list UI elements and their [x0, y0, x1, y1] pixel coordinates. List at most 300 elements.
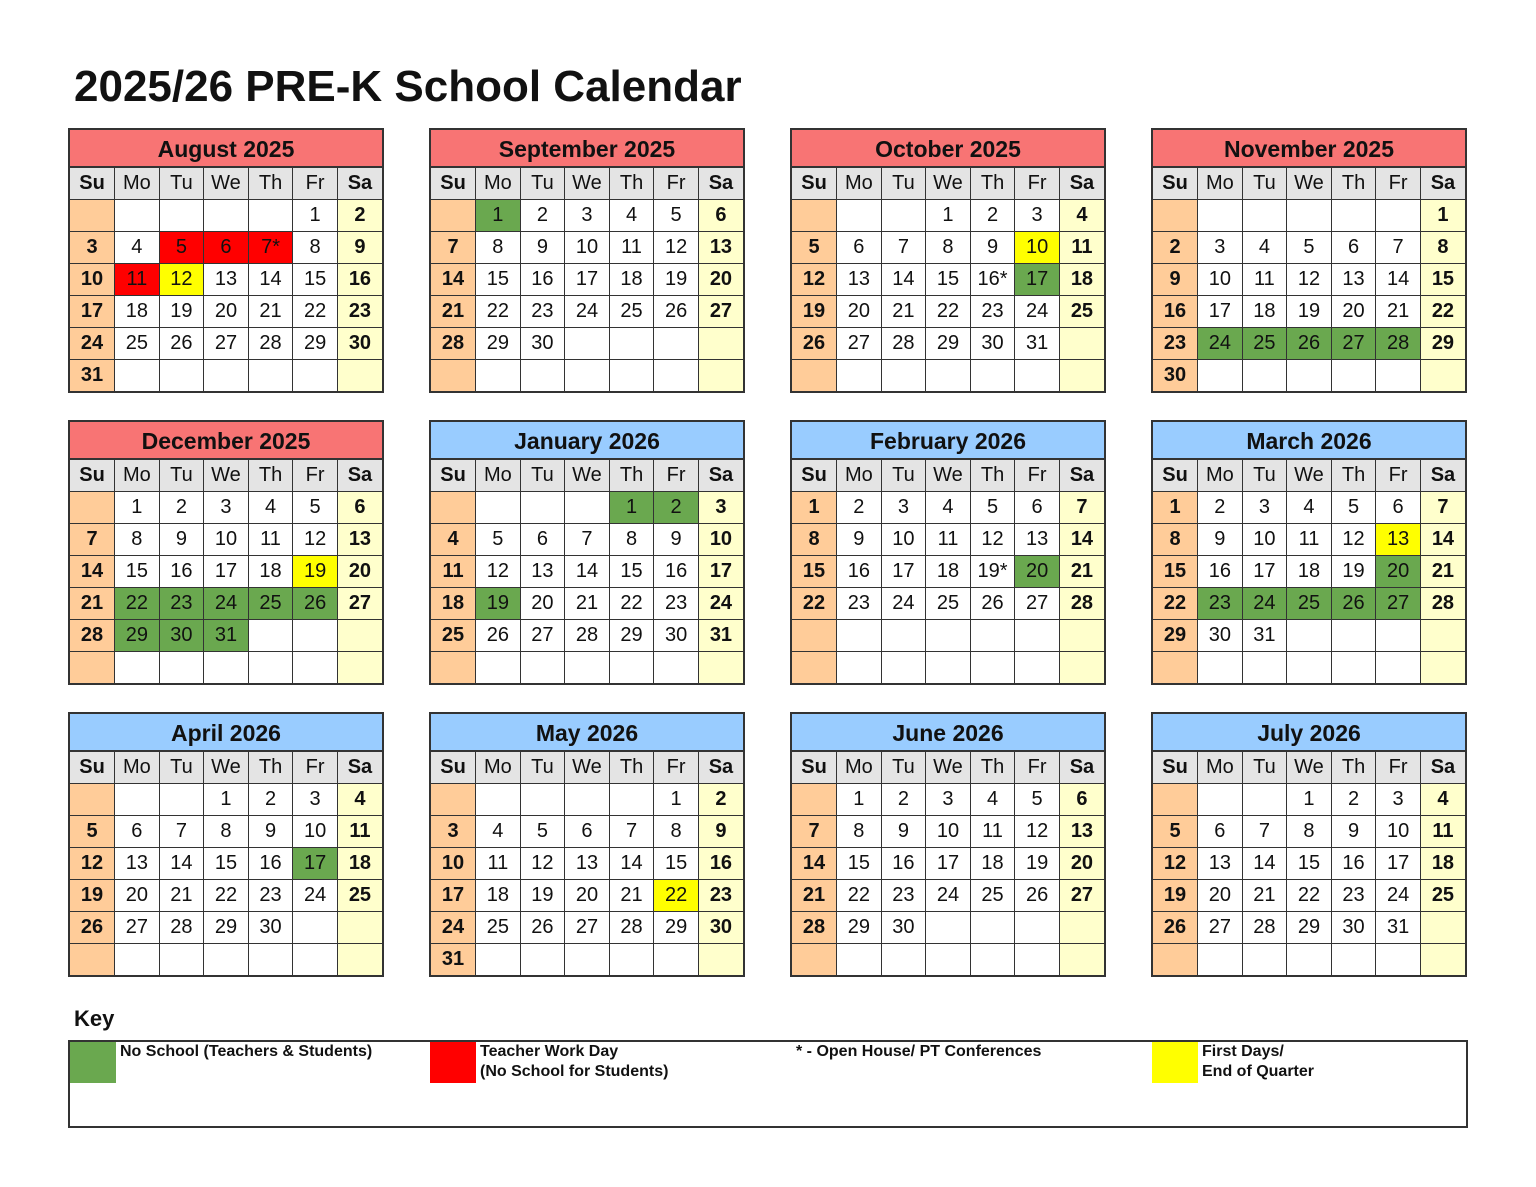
empty-cell [1198, 784, 1243, 816]
empty-cell [1420, 652, 1465, 684]
day-cell: 28 [159, 912, 204, 944]
day-header: Th [248, 752, 293, 784]
day-cell: 30 [654, 620, 699, 652]
day-cell: 7* [248, 232, 293, 264]
day-header: Fr [1376, 752, 1421, 784]
day-header: Fr [1015, 168, 1060, 200]
empty-cell [565, 784, 610, 816]
day-cell: 23 [837, 588, 882, 620]
empty-cell [476, 944, 521, 976]
day-cell: 9 [654, 524, 699, 556]
empty-cell [70, 492, 115, 524]
empty-cell [1376, 944, 1421, 976]
day-cell: 30 [970, 328, 1015, 360]
day-cell: 12 [520, 848, 565, 880]
empty-cell [159, 200, 204, 232]
day-header: Su [70, 168, 115, 200]
empty-cell [337, 652, 382, 684]
empty-cell [115, 200, 160, 232]
day-cell: 24 [565, 296, 610, 328]
day-cell: 9 [1331, 816, 1376, 848]
empty-cell [248, 652, 293, 684]
empty-cell [337, 944, 382, 976]
day-header: Tu [520, 168, 565, 200]
day-cell: 8 [837, 816, 882, 848]
day-cell: 16* [970, 264, 1015, 296]
empty-cell [1420, 620, 1465, 652]
day-cell: 24 [926, 880, 971, 912]
day-cell: 2 [520, 200, 565, 232]
day-cell: 6 [698, 200, 743, 232]
empty-cell [1059, 360, 1104, 392]
day-cell: 20 [204, 296, 249, 328]
day-cell: 29 [115, 620, 160, 652]
day-cell: 21 [1420, 556, 1465, 588]
day-cell: 7 [792, 816, 837, 848]
day-header: Th [970, 752, 1015, 784]
day-cell: 20 [1198, 880, 1243, 912]
day-cell: 16 [1331, 848, 1376, 880]
day-cell: 8 [1420, 232, 1465, 264]
day-header: Fr [1376, 460, 1421, 492]
day-cell: 3 [204, 492, 249, 524]
day-cell: 17 [565, 264, 610, 296]
empty-cell [970, 912, 1015, 944]
day-cell: 25 [115, 328, 160, 360]
key-item [1152, 1042, 1314, 1083]
day-cell: 23 [1331, 880, 1376, 912]
empty-cell [1376, 652, 1421, 684]
empty-cell [115, 652, 160, 684]
day-cell: 18 [1242, 296, 1287, 328]
empty-cell [654, 652, 699, 684]
day-cell: 15 [204, 848, 249, 880]
day-cell: 3 [1376, 784, 1421, 816]
day-cell: 22 [792, 588, 837, 620]
empty-cell [881, 620, 926, 652]
day-cell: 25 [337, 880, 382, 912]
empty-cell [431, 360, 476, 392]
day-cell: 22 [476, 296, 521, 328]
day-cell: 5 [1331, 492, 1376, 524]
day-cell: 6 [1015, 492, 1060, 524]
day-header: Tu [159, 752, 204, 784]
day-cell: 18 [1420, 848, 1465, 880]
day-header: Sa [698, 752, 743, 784]
day-cell: 21 [609, 880, 654, 912]
empty-cell [837, 200, 882, 232]
day-cell: 7 [1059, 492, 1104, 524]
day-cell: 3 [293, 784, 338, 816]
day-cell: 5 [70, 816, 115, 848]
day-header: We [926, 460, 971, 492]
empty-cell [70, 200, 115, 232]
day-cell: 27 [1376, 588, 1421, 620]
empty-cell [654, 328, 699, 360]
empty-cell [476, 784, 521, 816]
day-cell: 20 [698, 264, 743, 296]
day-cell: 10 [70, 264, 115, 296]
empty-cell [698, 944, 743, 976]
day-cell: 1 [926, 200, 971, 232]
day-header: Th [609, 460, 654, 492]
day-cell: 31 [698, 620, 743, 652]
day-cell: 22 [1287, 880, 1332, 912]
empty-cell [1015, 944, 1060, 976]
day-cell: 8 [654, 816, 699, 848]
empty-cell [1198, 652, 1243, 684]
day-cell: 14 [70, 556, 115, 588]
day-cell: 14 [565, 556, 610, 588]
day-cell: 3 [881, 492, 926, 524]
empty-cell [1287, 200, 1332, 232]
month-april-2026 [68, 712, 384, 977]
day-header: Tu [1242, 460, 1287, 492]
day-cell: 22 [837, 880, 882, 912]
empty-cell [609, 328, 654, 360]
month-may-2026 [429, 712, 745, 977]
day-cell: 4 [609, 200, 654, 232]
day-cell: 8 [792, 524, 837, 556]
day-cell: 3 [565, 200, 610, 232]
day-header: Tu [159, 168, 204, 200]
day-header: Mo [476, 168, 521, 200]
day-cell: 2 [970, 200, 1015, 232]
day-cell: 20 [520, 588, 565, 620]
day-cell: 9 [337, 232, 382, 264]
day-cell: 25 [926, 588, 971, 620]
day-cell: 10 [565, 232, 610, 264]
day-cell: 10 [431, 848, 476, 880]
day-cell: 29 [293, 328, 338, 360]
day-cell: 12 [159, 264, 204, 296]
day-cell: 20 [1331, 296, 1376, 328]
day-cell: 17 [204, 556, 249, 588]
empty-cell [1331, 652, 1376, 684]
empty-cell [248, 200, 293, 232]
day-cell: 9 [881, 816, 926, 848]
day-cell: 22 [609, 588, 654, 620]
day-cell: 11 [1059, 232, 1104, 264]
day-cell: 29 [476, 328, 521, 360]
empty-cell [159, 784, 204, 816]
empty-cell [1059, 944, 1104, 976]
day-cell: 27 [1015, 588, 1060, 620]
day-header: Mo [115, 460, 160, 492]
day-cell: 6 [565, 816, 610, 848]
empty-cell [792, 200, 837, 232]
day-header: Tu [520, 752, 565, 784]
empty-cell [1287, 944, 1332, 976]
key-title: Key [74, 1006, 115, 1031]
empty-cell [1420, 944, 1465, 976]
day-cell: 19 [654, 264, 699, 296]
empty-cell [881, 944, 926, 976]
day-cell: 20 [1059, 848, 1104, 880]
day-cell: 3 [1015, 200, 1060, 232]
day-cell: 7 [70, 524, 115, 556]
day-cell: 24 [1242, 588, 1287, 620]
month-title: October 2025 [792, 130, 1104, 167]
empty-cell [248, 944, 293, 976]
empty-cell [293, 620, 338, 652]
day-cell: 7 [565, 524, 610, 556]
empty-cell [1242, 200, 1287, 232]
empty-cell [1242, 784, 1287, 816]
day-header: We [565, 168, 610, 200]
day-cell: 23 [654, 588, 699, 620]
day-cell: 7 [159, 816, 204, 848]
empty-cell [926, 360, 971, 392]
day-cell: 18 [926, 556, 971, 588]
empty-cell [204, 652, 249, 684]
day-cell: 5 [1287, 232, 1332, 264]
day-header: Mo [837, 752, 882, 784]
day-cell: 11 [337, 816, 382, 848]
day-cell: 5 [654, 200, 699, 232]
day-cell: 14 [609, 848, 654, 880]
empty-cell [609, 944, 654, 976]
day-cell: 21 [881, 296, 926, 328]
day-cell: 9 [520, 232, 565, 264]
day-cell: 1 [654, 784, 699, 816]
day-cell: 6 [204, 232, 249, 264]
day-cell: 15 [837, 848, 882, 880]
day-cell: 29 [654, 912, 699, 944]
month-title: June 2026 [792, 714, 1104, 751]
day-cell: 20 [337, 556, 382, 588]
empty-cell [837, 620, 882, 652]
day-cell: 27 [115, 912, 160, 944]
day-cell: 6 [1059, 784, 1104, 816]
day-cell: 29 [1153, 620, 1198, 652]
day-cell: 16 [881, 848, 926, 880]
empty-cell [792, 360, 837, 392]
day-cell: 19* [970, 556, 1015, 588]
day-cell: 29 [204, 912, 249, 944]
day-cell: 4 [431, 524, 476, 556]
day-cell: 6 [520, 524, 565, 556]
day-header: Fr [654, 460, 699, 492]
day-cell: 28 [609, 912, 654, 944]
day-cell: 6 [1376, 492, 1421, 524]
month-title: September 2025 [431, 130, 743, 167]
day-cell: 14 [1242, 848, 1287, 880]
day-cell: 7 [1420, 492, 1465, 524]
day-cell: 27 [565, 912, 610, 944]
day-cell: 6 [1331, 232, 1376, 264]
empty-cell [926, 944, 971, 976]
day-cell: 14 [159, 848, 204, 880]
empty-cell [1059, 620, 1104, 652]
empty-cell [1242, 360, 1287, 392]
day-header: Tu [881, 168, 926, 200]
day-cell: 4 [248, 492, 293, 524]
day-cell: 3 [431, 816, 476, 848]
day-cell: 23 [970, 296, 1015, 328]
day-cell: 1 [115, 492, 160, 524]
empty-cell [248, 620, 293, 652]
day-cell: 25 [476, 912, 521, 944]
day-cell: 15 [609, 556, 654, 588]
day-header: Fr [1015, 752, 1060, 784]
empty-cell [1287, 652, 1332, 684]
month-february-2026 [790, 420, 1106, 685]
day-cell: 19 [70, 880, 115, 912]
day-cell: 22 [1153, 588, 1198, 620]
day-header: Tu [520, 460, 565, 492]
day-cell: 19 [293, 556, 338, 588]
day-cell: 14 [431, 264, 476, 296]
day-cell: 9 [1153, 264, 1198, 296]
key-item [70, 1042, 372, 1083]
day-header: Su [431, 460, 476, 492]
empty-cell [520, 944, 565, 976]
empty-cell [654, 360, 699, 392]
day-cell: 10 [1242, 524, 1287, 556]
day-cell: 14 [248, 264, 293, 296]
empty-cell [337, 360, 382, 392]
day-cell: 27 [204, 328, 249, 360]
day-cell: 5 [476, 524, 521, 556]
day-cell: 22 [1420, 296, 1465, 328]
day-cell: 8 [476, 232, 521, 264]
empty-cell [1331, 360, 1376, 392]
empty-cell [520, 492, 565, 524]
day-cell: 24 [698, 588, 743, 620]
day-cell: 20 [837, 296, 882, 328]
day-cell: 9 [837, 524, 882, 556]
day-cell: 29 [1420, 328, 1465, 360]
day-header: We [565, 752, 610, 784]
day-cell: 9 [248, 816, 293, 848]
empty-cell [1331, 944, 1376, 976]
day-cell: 25 [248, 588, 293, 620]
day-cell: 27 [337, 588, 382, 620]
empty-cell [565, 328, 610, 360]
key-swatch [430, 1042, 476, 1083]
day-cell: 17 [1376, 848, 1421, 880]
empty-cell [926, 652, 971, 684]
day-cell: 16 [337, 264, 382, 296]
day-cell: 22 [654, 880, 699, 912]
day-header: Mo [837, 460, 882, 492]
day-cell: 5 [293, 492, 338, 524]
day-cell: 12 [1331, 524, 1376, 556]
empty-cell [1153, 784, 1198, 816]
day-cell: 16 [1153, 296, 1198, 328]
day-cell: 14 [792, 848, 837, 880]
day-cell: 8 [1153, 524, 1198, 556]
day-cell: 13 [1059, 816, 1104, 848]
day-cell: 18 [609, 264, 654, 296]
empty-cell [654, 944, 699, 976]
empty-cell [115, 360, 160, 392]
day-cell: 4 [1287, 492, 1332, 524]
day-cell: 19 [520, 880, 565, 912]
day-cell: 21 [159, 880, 204, 912]
empty-cell [970, 620, 1015, 652]
empty-cell [293, 360, 338, 392]
day-cell: 24 [293, 880, 338, 912]
day-cell: 15 [1420, 264, 1465, 296]
day-cell: 10 [698, 524, 743, 556]
day-cell: 24 [1376, 880, 1421, 912]
day-header: Mo [1198, 752, 1243, 784]
day-header: Sa [1420, 460, 1465, 492]
day-cell: 12 [293, 524, 338, 556]
day-cell: 15 [792, 556, 837, 588]
day-cell: 17 [698, 556, 743, 588]
day-cell: 4 [1059, 200, 1104, 232]
day-cell: 25 [609, 296, 654, 328]
day-cell: 28 [1420, 588, 1465, 620]
day-cell: 7 [431, 232, 476, 264]
month-title: February 2026 [792, 422, 1104, 459]
day-cell: 11 [476, 848, 521, 880]
day-header: Th [1331, 168, 1376, 200]
empty-cell [1420, 360, 1465, 392]
day-cell: 16 [837, 556, 882, 588]
month-march-2026 [1151, 420, 1467, 685]
day-cell: 11 [1242, 264, 1287, 296]
day-header: Sa [1059, 168, 1104, 200]
day-cell: 30 [1198, 620, 1243, 652]
day-cell: 25 [970, 880, 1015, 912]
day-cell: 9 [970, 232, 1015, 264]
empty-cell [1015, 360, 1060, 392]
month-november-2025 [1151, 128, 1467, 393]
day-header: We [204, 168, 249, 200]
key-box [68, 1040, 1468, 1128]
empty-cell [565, 360, 610, 392]
empty-cell [1376, 620, 1421, 652]
day-cell: 29 [609, 620, 654, 652]
empty-cell [1015, 652, 1060, 684]
day-cell: 1 [476, 200, 521, 232]
day-header: Th [609, 752, 654, 784]
day-cell: 22 [115, 588, 160, 620]
day-cell: 19 [1331, 556, 1376, 588]
day-cell: 19 [159, 296, 204, 328]
empty-cell [337, 912, 382, 944]
day-header: Su [70, 752, 115, 784]
empty-cell [1153, 944, 1198, 976]
day-cell: 13 [1198, 848, 1243, 880]
day-cell: 26 [293, 588, 338, 620]
day-cell: 20 [565, 880, 610, 912]
day-cell: 26 [159, 328, 204, 360]
day-cell: 26 [970, 588, 1015, 620]
empty-cell [1198, 360, 1243, 392]
day-cell: 1 [204, 784, 249, 816]
day-cell: 18 [476, 880, 521, 912]
day-cell: 26 [1287, 328, 1332, 360]
day-cell: 17 [431, 880, 476, 912]
day-cell: 26 [792, 328, 837, 360]
day-header: Th [248, 168, 293, 200]
day-cell: 13 [520, 556, 565, 588]
day-cell: 15 [115, 556, 160, 588]
day-header: Tu [1242, 168, 1287, 200]
day-cell: 27 [1198, 912, 1243, 944]
day-cell: 10 [293, 816, 338, 848]
day-header: We [926, 752, 971, 784]
day-header: Sa [337, 168, 382, 200]
day-header: Su [70, 460, 115, 492]
day-cell: 12 [792, 264, 837, 296]
empty-cell [337, 620, 382, 652]
